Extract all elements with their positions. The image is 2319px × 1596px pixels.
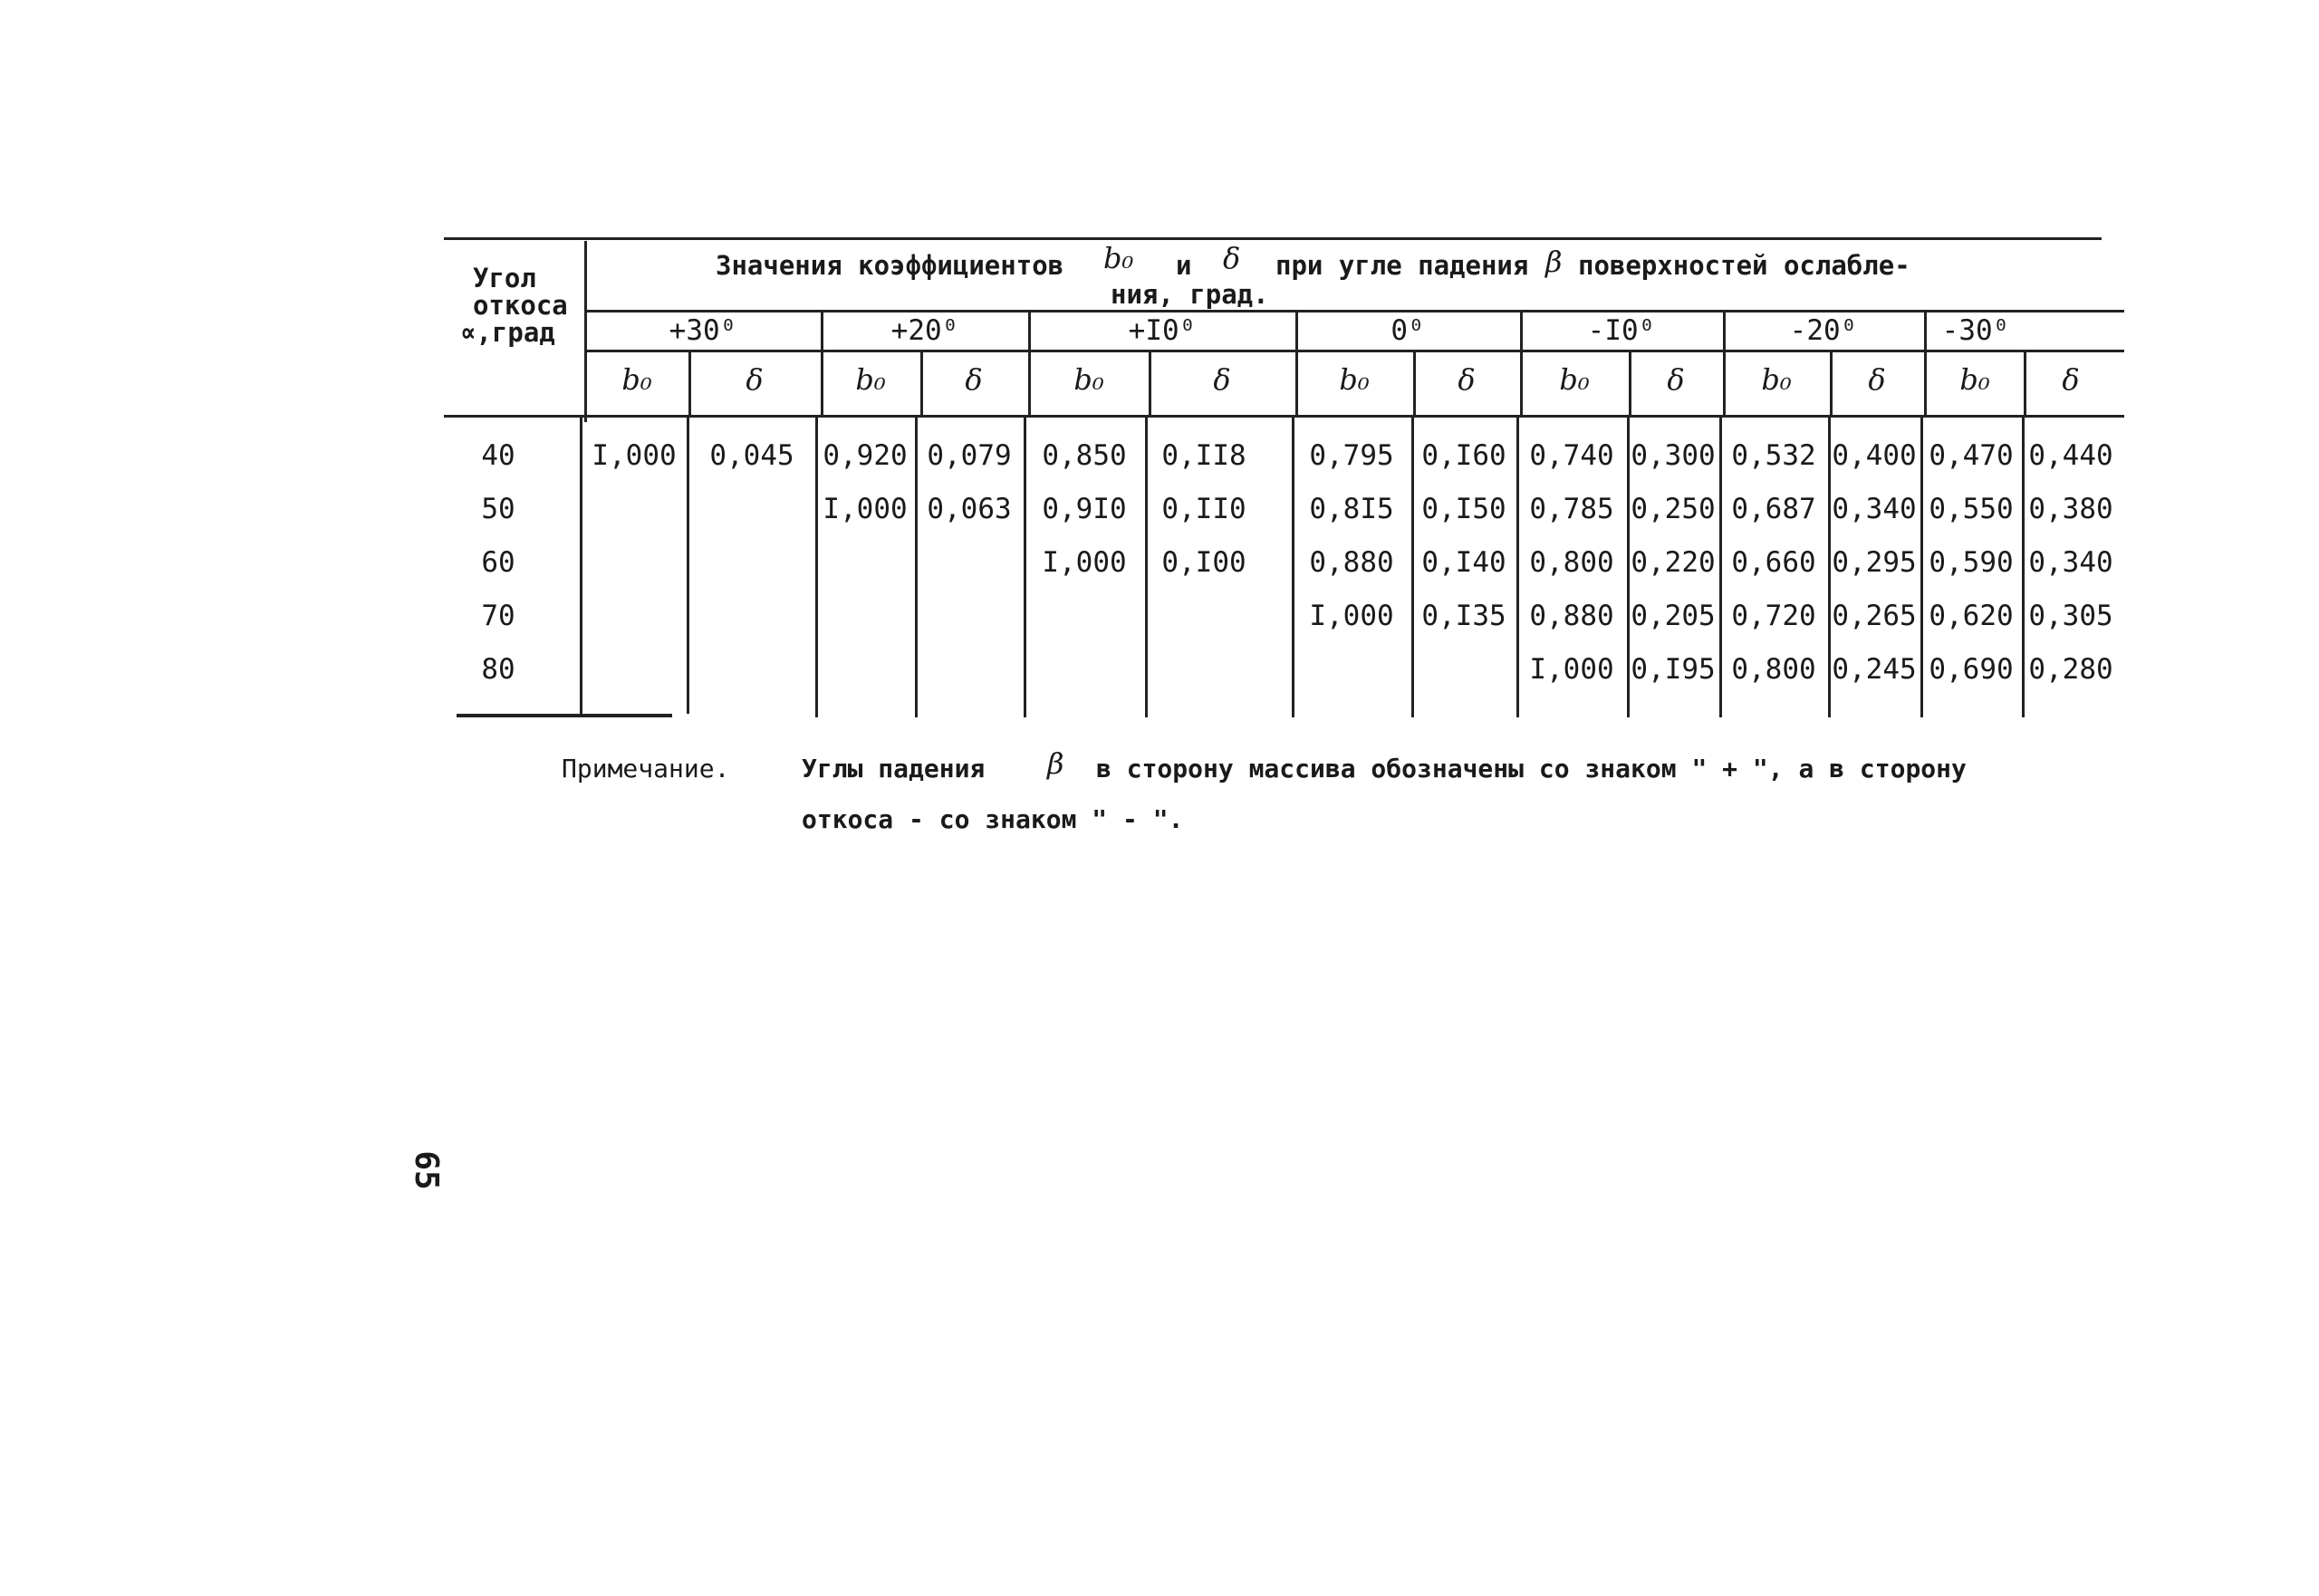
subheader-b0: b₀ xyxy=(1761,362,1792,397)
subheader-delta: δ xyxy=(746,362,764,397)
group-header-minus20: -20⁰ xyxy=(1789,314,1858,347)
caption-text-mid: при угле падения xyxy=(1275,250,1529,281)
subheader-b0: b₀ xyxy=(1073,362,1104,397)
caption-beta-symbol: β xyxy=(1545,245,1563,279)
table-cell: 0,II0 xyxy=(1161,493,1246,525)
stub-header-line3: ∝,град xyxy=(460,317,555,348)
table-bottom-rule xyxy=(457,714,672,717)
subheader-b0: b₀ xyxy=(1959,362,1990,397)
table-cell: 0,II8 xyxy=(1161,439,1246,472)
group-rule xyxy=(584,350,2124,352)
group-header-zero: 0⁰ xyxy=(1390,314,1425,347)
table-cell: I,000 xyxy=(1042,546,1127,579)
table-cell: 0,740 xyxy=(1529,439,1614,472)
subheader-b0: b₀ xyxy=(855,362,886,397)
table-cell: 0,063 xyxy=(927,493,1012,525)
table-cell: 0,8I5 xyxy=(1309,493,1394,525)
page-number: 65 xyxy=(408,1150,445,1190)
coefficients-table xyxy=(444,237,2124,717)
table-cell: 0,687 xyxy=(1731,493,1816,525)
caption-b0-symbol: b₀ xyxy=(1103,241,1134,275)
table-top-rule xyxy=(444,237,2102,240)
table-cell: I,000 xyxy=(592,439,677,472)
note-line1-rest xyxy=(1096,754,1967,784)
subheader-delta: δ xyxy=(1213,362,1231,397)
note-line2-text: откоса - со знаком " - ". xyxy=(802,804,1184,834)
row-alpha: 80 xyxy=(481,653,515,686)
table-cell: 0,265 xyxy=(1832,600,1917,632)
subheader-rule xyxy=(444,415,2124,418)
subheader-b0: b₀ xyxy=(1559,362,1590,397)
group-header-plus30: +30⁰ xyxy=(669,314,737,347)
table-cell: 0,I40 xyxy=(1421,546,1506,579)
subheader-delta: δ xyxy=(2062,362,2080,397)
stub-header-line1: Угол xyxy=(473,263,536,293)
row-alpha: 60 xyxy=(481,546,515,579)
note-line1-b: в сторону массива обозначены со знаком " + ", а в сторону xyxy=(1096,754,1967,784)
table-cell: 0,245 xyxy=(1832,653,1917,686)
group-header-plus20: +20⁰ xyxy=(890,314,959,347)
subheader-b0: b₀ xyxy=(1339,362,1370,397)
table-cell: 0,I35 xyxy=(1421,600,1506,632)
table-cell: 0,690 xyxy=(1929,653,2014,686)
row-alpha: 50 xyxy=(481,493,515,525)
table-cell: 0,720 xyxy=(1731,600,1816,632)
table-cell: 0,880 xyxy=(1309,546,1394,579)
table-cell: 0,590 xyxy=(1929,546,2014,579)
table-cell: 0,532 xyxy=(1731,439,1816,472)
group-header-plus10: +I0⁰ xyxy=(1128,314,1197,347)
table-cell: 0,800 xyxy=(1529,546,1614,579)
table-cell: 0,550 xyxy=(1929,493,2014,525)
subheader-delta: δ xyxy=(965,362,983,397)
table-cell: I,000 xyxy=(823,493,908,525)
table-cell: 0,250 xyxy=(1631,493,1716,525)
table-cell: 0,305 xyxy=(2028,600,2113,632)
table-cell: 0,220 xyxy=(1631,546,1716,579)
table-cell: 0,I60 xyxy=(1421,439,1506,472)
table-cell: I,000 xyxy=(1529,653,1614,686)
group-header-minus30: -30⁰ xyxy=(1941,314,2010,347)
table-cell: 0,620 xyxy=(1929,600,2014,632)
subheader-delta: δ xyxy=(1667,362,1685,397)
table-cell: 0,880 xyxy=(1529,600,1614,632)
table-cell: 0,380 xyxy=(2028,493,2113,525)
caption-and: и xyxy=(1176,250,1192,281)
note-label: Примечание. xyxy=(562,754,730,784)
caption-line2: ния, град. xyxy=(1111,279,1269,310)
row-alpha: 40 xyxy=(481,439,515,472)
note-line1-start xyxy=(802,754,985,784)
table-cell: 0,I95 xyxy=(1631,653,1716,686)
caption-rule xyxy=(584,310,2124,312)
table-cell: 0,660 xyxy=(1731,546,1816,579)
subheader-delta: δ xyxy=(1868,362,1886,397)
table-cell: 0,079 xyxy=(927,439,1012,472)
table-cell: 0,920 xyxy=(823,439,908,472)
subheader-b0: b₀ xyxy=(621,362,652,397)
table-cell: 0,785 xyxy=(1529,493,1614,525)
table-cell: 0,300 xyxy=(1631,439,1716,472)
caption-text-end: поверхностей ослабле- xyxy=(1578,250,1910,281)
table-cell: I,000 xyxy=(1309,600,1394,632)
table-cell: 0,295 xyxy=(1832,546,1917,579)
note-line2 xyxy=(802,804,1183,835)
table-cell: 0,I00 xyxy=(1161,546,1246,579)
table-cell: 0,205 xyxy=(1631,600,1716,632)
table-cell: 0,795 xyxy=(1309,439,1394,472)
table-cell: 0,440 xyxy=(2028,439,2113,472)
table-cell: 0,280 xyxy=(2028,653,2113,686)
note-beta-symbol: β xyxy=(1047,746,1064,781)
table-cell: 0,400 xyxy=(1832,439,1917,472)
table-cell: 0,045 xyxy=(709,439,794,472)
table-cell: 0,470 xyxy=(1929,439,2014,472)
table-cell: 0,340 xyxy=(1832,493,1917,525)
stub-header-line2: откоса xyxy=(473,290,568,321)
note-line1-a: Углы падения xyxy=(802,754,986,784)
table-cell: 0,800 xyxy=(1731,653,1816,686)
group-header-minus10: -I0⁰ xyxy=(1587,314,1656,347)
table-cell: 0,340 xyxy=(2028,546,2113,579)
table-cell: 0,9I0 xyxy=(1042,493,1127,525)
row-alpha: 70 xyxy=(481,600,515,632)
caption-delta-symbol: δ xyxy=(1223,241,1241,275)
table-cell: 0,850 xyxy=(1042,439,1127,472)
subheader-delta: δ xyxy=(1458,362,1476,397)
table-cell: 0,I50 xyxy=(1421,493,1506,525)
caption-text: Значения коэффициентов xyxy=(716,250,1064,281)
